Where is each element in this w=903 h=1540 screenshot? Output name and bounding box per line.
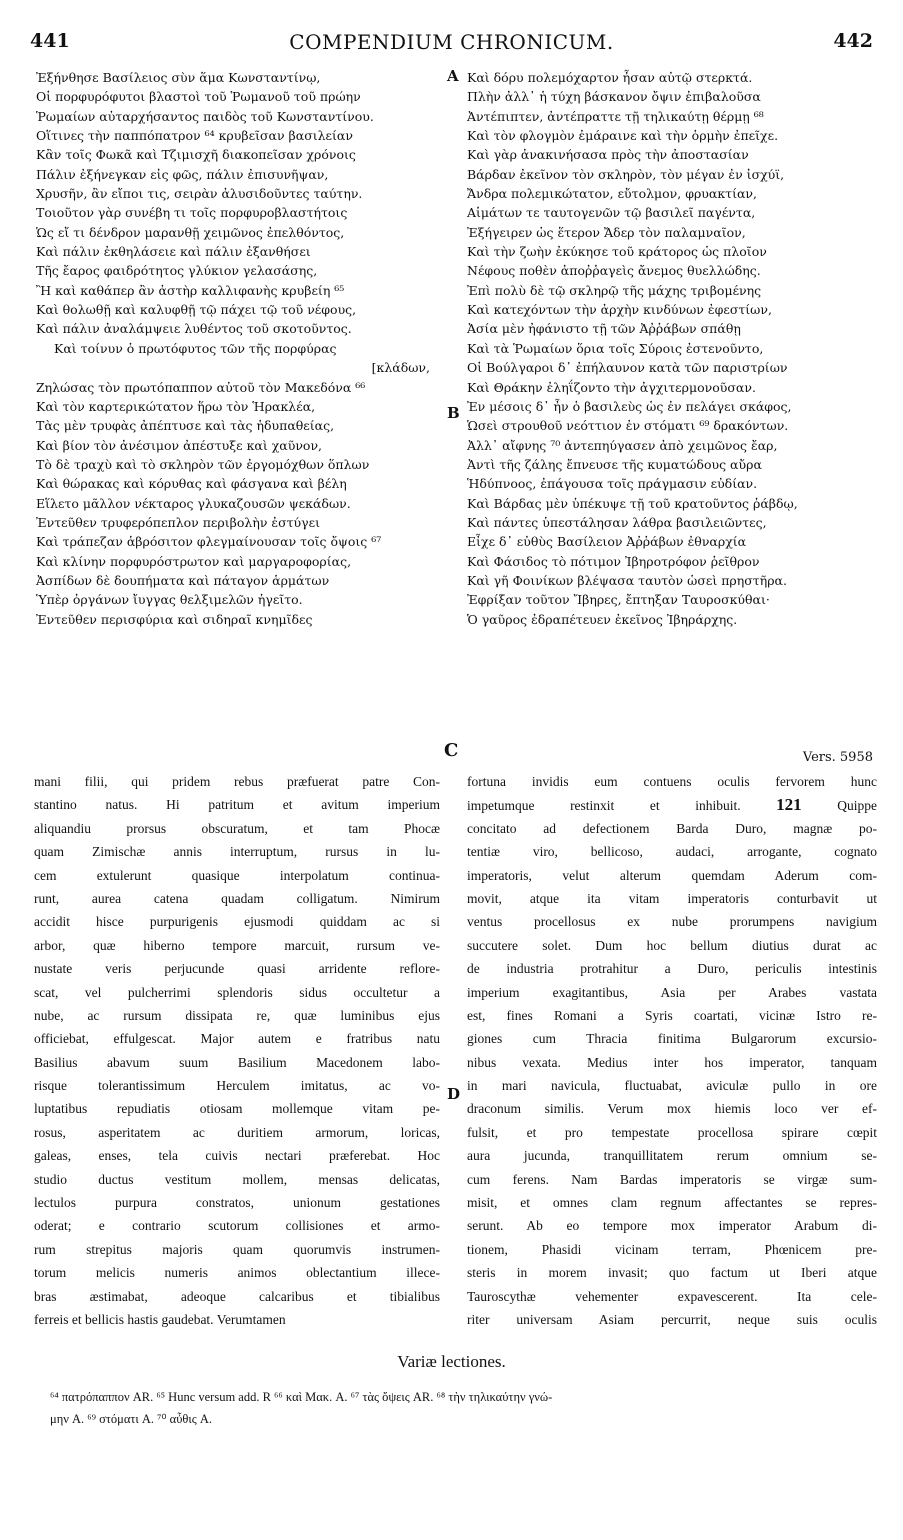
- greek-verse-line: Καὶ γῆ Φοινίκων βλέψασα ταυτὸν ὡσεὶ πρηστῆρα.: [467, 572, 787, 588]
- variant-readings-notes: [50, 1386, 873, 1430]
- latin-line: imperium exagitantibus, Asia per Arabes vastata: [467, 984, 877, 1000]
- latin-line: serunt. Ab eo tempore mox imperator Arabum di-: [467, 1218, 877, 1234]
- greek-verse-line: Οἵτινες τὴν παππόπατρον ⁶⁴ κρυβεῖσαν βασιλείαν: [36, 128, 353, 144]
- latin-line: in mari navicula, fluctuabat, aviculæ pullo in ore: [467, 1078, 877, 1094]
- greek-verse-line: Οἱ πορφυρόφυτοι βλαστοὶ τοῦ Ῥωμανοῦ τοῦ πρώην: [36, 89, 361, 105]
- greek-verse-line: Καὶ Φάσιδος τὸ πότιμον Ἰβηροτρόφον ῥεῖθρον: [467, 553, 760, 569]
- latin-line: quam Zimischæ annis interruptum, rursus in lu-: [34, 844, 440, 860]
- latin-line: fortuna invidis eum contuens oculis fervorem hunc: [467, 774, 877, 789]
- greek-verse-line: Καὶ δόρυ πολεμόχαρτον ἦσαν αὐτῷ στερκτά.: [467, 70, 753, 85]
- latin-line: officiebat, effulgescat. Major autem e fratribus natu: [34, 1031, 440, 1047]
- greek-verse-line: Πλὴν ἀλλ᾽ ἡ τύχη βάσκανον ὄψιν ἐπιβαλοῦσα: [467, 89, 761, 105]
- greek-verse-column-right: [467, 68, 877, 629]
- greek-verse-line: Ὡς εἴ τι δένδρον μαρανθῇ χειμῶνος ἐπελθόντος,: [36, 224, 345, 240]
- latin-line: aura jucunda, tranquillitatem rerum omnium se-: [467, 1148, 877, 1164]
- greek-verse-line: Καὶ τὸν καρτερικώτατον ἥρω τὸν Ἡρακλέα,: [36, 398, 316, 414]
- latin-line: concitato ad defectionem Barda Duro, magnæ po-: [467, 820, 877, 836]
- greek-verse-line: Βάρδαν ἐκεῖνον τὸν σκληρὸν, τὸν μέγαν ἐν ἰσχύϊ,: [467, 166, 785, 182]
- latin-line: cum ferens. Nam Bardas imperatoris se virgæ sum-: [467, 1171, 877, 1187]
- latin-line: torum melicis numeris animos oblectantium illece-: [34, 1265, 440, 1281]
- greek-verse-line: Τῆς ἔαρος φαιδρότητος γλύκιον γελασάσης,: [36, 263, 318, 279]
- latin-line: mani filii, qui pridem rebus præfuerat patre Con-: [34, 774, 440, 789]
- greek-verse-line: Καὶ πάλιν ἐκθηλάσειε καὶ πάλιν ἐξανθήσει: [36, 244, 311, 260]
- latin-line: aliquandiu prorsus obscuratum, et tam Phocæ: [34, 820, 440, 836]
- greek-verse-line: Καὶ τὰ Ῥωμαίων ὅρια τοῖς Σύροις ἐστενοῦντο,: [467, 340, 764, 356]
- greek-verse-line: Ἀντέπιπτεν, ἀντέπραττε τῇ τηλικαύτῃ θέρμῃ ⁶⁸: [467, 108, 764, 124]
- greek-verse-line: Ἢ καὶ καθάπερ ἂν ἀστὴρ καλλιφανὴς κρυβείη ⁶⁵: [36, 282, 345, 298]
- greek-verse-line: Καὶ πάλιν ἀναλάμψειε λυθέντος τοῦ σκοτοῦντος.: [36, 321, 352, 337]
- latin-line: nibus vexata. Medius inter hos imperator, tanquam: [467, 1054, 877, 1070]
- latin-line: lectulos purpura constratos, unionum gestationes: [34, 1195, 440, 1211]
- greek-verse-line: Κἂν τοῖς Φωκᾶ καὶ Τζιμισχῆ διακοπεῖσαν χρόνοις: [36, 147, 356, 163]
- latin-line: fulsit, et pro tempestate procellosa spirare cœpit: [467, 1124, 877, 1140]
- latin-line: galeas, enses, tela cuivis nectari præferebat. Hoc: [34, 1148, 440, 1164]
- greek-verse-line: Καὶ βίον τὸν ἀνέσιμον ἀπέστυξε καὶ χαῦνον,: [36, 437, 323, 453]
- greek-verse-line: Καὶ θώρακας καὶ κόρυθας καὶ φάσγανα καὶ βέλη: [36, 476, 347, 492]
- greek-verse-line: Καὶ Θράκην ἐληΐζοντο τὴν ἀγχιτερμονοῦσαν.: [467, 379, 756, 395]
- greek-verse-line: Νέφους ποθὲν ἀποῤῥαγεὶς ἄνεμος θυελλώδης.: [467, 263, 761, 279]
- running-title: COMPENDIUM CHRONICUM.: [289, 30, 614, 54]
- variant-reading-line: ⁶⁴ πατρόπαππον AR. ⁶⁵ Hunc versum add. R ⁶⁶ καὶ Μακ. A. ⁶⁷ τὰς ὄψεις AR. ⁶⁸ τὴν τηλικαύτην γνώ-: [50, 1390, 553, 1404]
- margin-marker-d: D: [447, 1085, 461, 1103]
- greek-verse-line: [κλάδων,: [371, 360, 430, 376]
- page-header: [30, 30, 873, 64]
- greek-verse-line: Ἐπὶ πολὺ δὲ τῷ σκληρῷ τῆς μάχης τριβομένης: [467, 282, 762, 298]
- greek-verse-line: Ἐξήγειρεν ὡς ἕτερον Ἄδερ τὸν παλαμναῖον,: [467, 224, 746, 240]
- greek-verse-line: Εἶχε δ᾽ εὐθὺς Βασίλειον Ἀῤῥάβων ἐθναρχία: [467, 534, 747, 550]
- greek-verse-line: Ἀντὶ τῆς ζάλης ἔπνευσε τῆς κυματώδους αὔρα: [467, 456, 762, 472]
- greek-verse-line: Καὶ τράπεζαν ἁβρόσιτον φλεγμαίνουσαν τοῖς ὄψοις ⁶⁷: [36, 534, 382, 550]
- latin-translation-column-right: [467, 770, 877, 1331]
- greek-verse-line: Ὁ γαῦρος ἐδραπέτευεν ἐκεῖνος Ἰβηράρχης.: [467, 611, 738, 627]
- greek-verse-line: Ῥωμαίων αὐταρχήσαντος παιδὸς τοῦ Κωνσταντίνου.: [36, 108, 374, 124]
- latin-line: Tauroscythæ vehementer expavescerent. Ita cele-: [467, 1288, 877, 1304]
- margin-marker-c: C: [444, 740, 459, 761]
- latin-line: bras æstimabat, adeoque calcaribus et tibialibus: [34, 1288, 440, 1304]
- verse-number: Vers. 5958: [802, 750, 873, 765]
- latin-line: ferreis et bellicis hastis gaudebat. Verumtamen: [34, 1311, 286, 1327]
- greek-verse-line: Ἀσία μὲν ἠφάνιστο τῇ τῶν Ἀῤῥάβων σπάθῃ: [467, 321, 741, 337]
- greek-verse-line: Καὶ κλίνην πορφυρόστρωτον καὶ μαργαροφορίας,: [36, 553, 352, 569]
- latin-line: de industria protrahitur a Duro, periculis intestinis: [467, 961, 877, 977]
- greek-verse-line: Ἐν μέσοις δ᾽ ἦν ὁ βασιλεὺς ὡς ἐν πελάγει σκάφος,: [467, 398, 792, 414]
- latin-line: movit, atque ita vitam imperatoris conturbavit ut: [467, 890, 877, 906]
- latin-line: giones cum Thracia finitima Bulgarorum excursio-: [467, 1031, 877, 1047]
- latin-line: risque tolerantissimum Herculem imitatus, ac vo-: [34, 1078, 440, 1094]
- page-number-left: 441: [30, 30, 70, 52]
- chapter-number: 121: [776, 795, 802, 815]
- latin-line: misit, et omnes clam regnum affectantes se repres-: [467, 1195, 877, 1211]
- greek-verse-line: Καὶ κατεχόντων τὴν ἀρχὴν κινδύνων ἐφεστίων,: [467, 302, 772, 318]
- latin-line: studio ductus vestitum mollem, mensas delicatas,: [34, 1171, 440, 1187]
- margin-marker-b: B: [447, 404, 460, 422]
- greek-verse-line: Τοιοῦτον γὰρ συνέβη τι τοῖς πορφυροβλαστήτοις: [36, 205, 348, 221]
- greek-verse-line: Ὡσεὶ στρουθοῦ νεόττιον ἐν στόματι ⁶⁹ δρακόντων.: [467, 418, 789, 434]
- latin-line: nustate veris perjucunde quasi arridente reflore-: [34, 961, 440, 977]
- latin-line: tentiæ viro, bellicoso, audaci, arrogante, cognato: [467, 844, 877, 860]
- latin-line: tionem, Phasidi vicinam terram, Phœnicem pre-: [467, 1241, 877, 1257]
- latin-line-text: impetumque restinxit et inhibuit.: [467, 798, 777, 814]
- latin-line: ventus procellosus ex nube prorumpens navigium: [467, 914, 877, 930]
- latin-line: accidit hisce purpurigenis ejusmodi quiddam ac si: [34, 914, 440, 930]
- greek-verse-line: Ἀλλ᾽ αἴφνης ⁷⁰ ἀντεπηύγασεν ἀπὸ χειμῶνος ἔαρ,: [467, 437, 778, 453]
- latin-line-text: Quippe: [801, 798, 877, 814]
- page-number-right: 442: [833, 30, 873, 52]
- greek-verse-line: Πάλιν ἐξήνεγκαν εἰς φῶς, πάλιν ἐπισυνῆψαν,: [36, 166, 329, 182]
- greek-verse-line: Ἐντεῦθεν περισφύρια καὶ σιδηραῖ κνημῖδες: [36, 611, 313, 627]
- greek-verse-line: Ἐντεῦθεν τρυφερόπεπλον περιβολὴν ἐστύγει: [36, 514, 320, 530]
- greek-verse-line: Ἡδύπνοος, ἐπάγουσα τοῖς πράγμασιν εὐδίαν.: [467, 476, 758, 492]
- greek-verse-line: Καὶ πάντες ὑπεστάλησαν λάθρα βασιλειῶντες,: [467, 514, 767, 530]
- greek-verse-line: Ζηλώσας τὸν πρωτόπαππον αὐτοῦ τὸν Μακεδόνα ⁶⁶: [36, 379, 366, 395]
- greek-verse-line: Καὶ γὰρ ἀνακινήσασα πρὸς τὴν ἀποστασίαν: [467, 147, 749, 163]
- greek-verse-line: Τὸ δὲ τραχὺ καὶ τὸ σκληρὸν τῶν ἐργομόχθων ὅπλων: [36, 456, 370, 472]
- greek-verse-line: Ἄνδρα πολεμικώτατον, εὔτολμον, φρυακτίαν,: [467, 186, 757, 202]
- latin-line: Basilius abavum suum Basilium Macedonem labo-: [34, 1054, 440, 1070]
- greek-verse-column-left: [36, 68, 436, 629]
- latin-line: cem extulerunt quasique interpolatum continua-: [34, 867, 440, 883]
- latin-translation-column-left: [34, 770, 440, 1331]
- variant-readings-title: Variæ lectiones.: [397, 1352, 506, 1371]
- latin-line: draconum similis. Verum mox hiemis loco ver ef-: [467, 1101, 877, 1117]
- latin-line: riter universam Asiam percurrit, neque suis oculis: [467, 1311, 877, 1327]
- latin-line: succutere solet. Dum hoc bellum diutius durat ac: [467, 937, 877, 953]
- latin-line: stantino natus. Hi patritum et avitum imperium: [34, 797, 440, 813]
- greek-verse-line: Ἐξήνθησε Βασίλειος σὺν ἅμα Κωνσταντίνῳ,: [36, 70, 321, 85]
- greek-verse-line: Ἐφρίξαν τοῦτον Ἴβηρες, ἔπτηξαν Ταυροσκύθαι·: [467, 592, 770, 608]
- latin-line: luptatibus repudiatis otiosam mollemque vitam pe-: [34, 1101, 440, 1117]
- latin-line: scat, vel pulcherrimi splendoris sidus occultetur a: [34, 984, 440, 1000]
- greek-verse-line: Καὶ τοίνυν ὁ πρωτόφυτος τῶν τῆς πορφύρας: [54, 340, 337, 356]
- greek-verse-line: Οἱ Βούλγαροι δ᾽ ἐπήλαυνον κατὰ τῶν παριστρίων: [467, 360, 788, 376]
- greek-verse-line: Χρυσῆν, ἂν εἴποι τις, σειρὰν ἀλυσιδοῦντες ταύτην.: [36, 186, 363, 202]
- latin-line: rosus, asperitatem ac duritiem armorum, loricas,: [34, 1124, 440, 1140]
- greek-verse-line: Ἀσπίδων δὲ δουπήματα καὶ πάταγον ἁρμάτων: [36, 572, 330, 588]
- latin-line: [467, 793, 877, 816]
- latin-line: oderat; e contrario scutorum collisiones et armo-: [34, 1218, 440, 1234]
- latin-line: nube, ac rursum dissipata re, quæ luminibus ejus: [34, 1007, 440, 1023]
- margin-marker-a: A: [447, 67, 459, 85]
- latin-line: runt, aurea catena quadam colligatum. Nimirum: [34, 890, 440, 906]
- greek-verse-line: Εἵλετο μᾶλλον νέκταρος γλυκαζουσῶν ψεκάδων.: [36, 495, 351, 511]
- greek-verse-line: Ὑπὲρ ὀργάνων ἴυγγας θελξιμελῶν ἡγεῖτο.: [36, 592, 303, 608]
- greek-verse-line: Καὶ τὸν φλογμὸν ἐμάραινε καὶ τὴν ὁρμὴν ἐπεῖχε.: [467, 128, 779, 144]
- greek-verse-line: Καὶ τὴν ζωὴν ἐκύκησε τοῦ κράτορος ὡς πλοῖον: [467, 244, 767, 260]
- variant-reading-line: μην A. ⁶⁹ στόματι A. ⁷⁰ αὖθις A.: [50, 1412, 212, 1426]
- greek-verse-line: Τὰς μὲν τρυφὰς ἀπέπτυσε καὶ τὰς ἡδυπαθείας,: [36, 418, 335, 434]
- latin-line: rum strepitus majoris quam quorumvis instrumen-: [34, 1241, 440, 1257]
- greek-verse-line: Αἱμάτων τε ταυτογενῶν τῷ βασιλεῖ παγέντα,: [467, 205, 756, 221]
- latin-line: arbor, quæ hiberno tempore marcuit, rursum ve-: [34, 937, 440, 953]
- latin-line: est, fines Romani a Syris coartati, vicinæ Istro re-: [467, 1007, 877, 1023]
- latin-line: imperatoris, velut alterum quemdam Aderum com-: [467, 867, 877, 883]
- latin-line: steris in morem invasit; quo factum ut Iberi atque: [467, 1265, 877, 1281]
- greek-verse-line: Καὶ Βάρδας μὲν ὑπέκυψε τῇ τοῦ κρατοῦντος ῥάβδῳ,: [467, 495, 798, 511]
- greek-verse-line: Καὶ θολωθῇ καὶ καλυφθῇ τῷ πάχει τῷ τοῦ νέφους,: [36, 302, 357, 318]
